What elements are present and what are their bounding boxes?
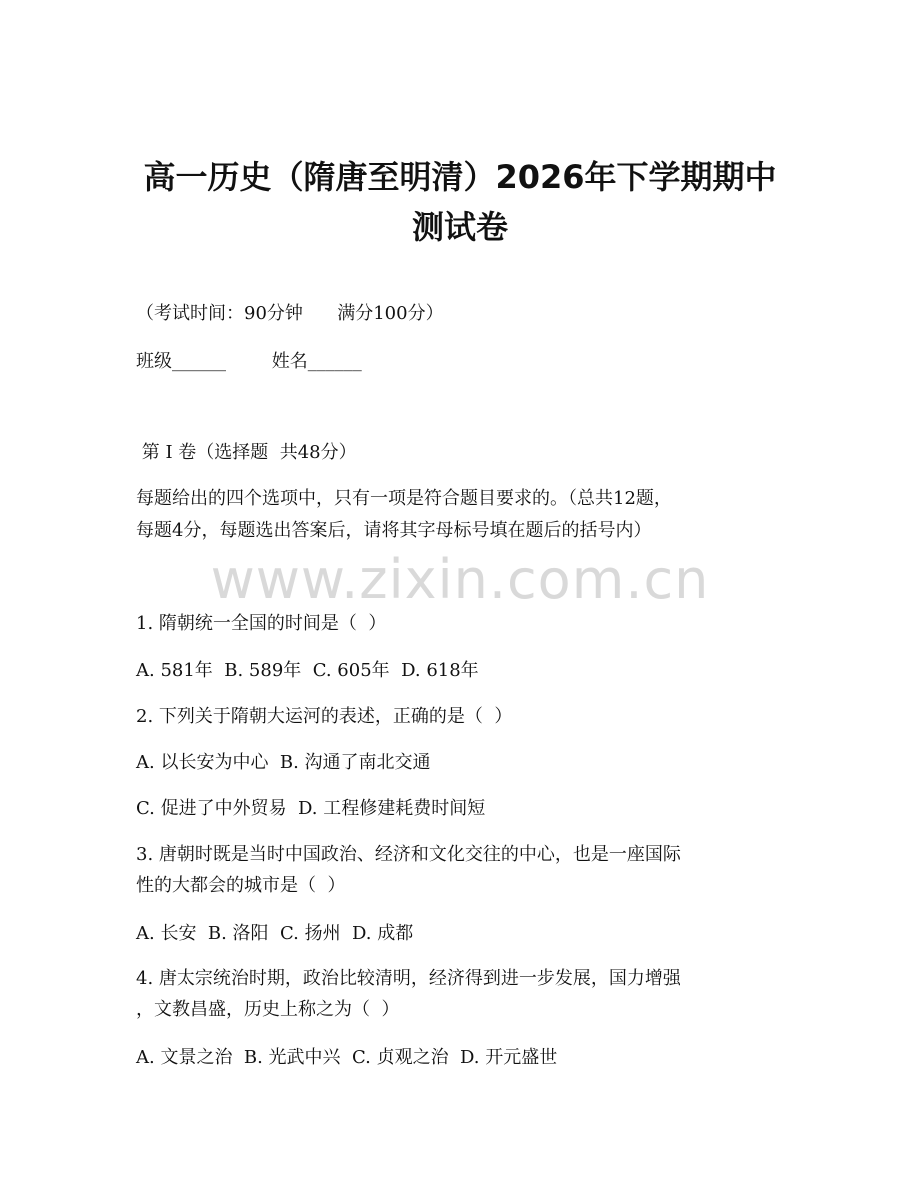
title-line-2: 测试卷 (411, 208, 508, 246)
question-stem: 2. 下列关于隋朝大运河的表述，正确的是（ ） (136, 706, 513, 727)
question-stem: 4. 唐太宗统治时期，政治比较清明，经济得到进一步发展，国力增强 (136, 968, 681, 989)
question-options: C. 促进了中外贸易 D. 工程修建耗费时间短 (136, 798, 486, 819)
question-stem: 1. 隋朝统一全国的时间是（ ） (136, 613, 387, 634)
question-stem: ，文教昌盛，历史上称之为（ ） (136, 999, 400, 1020)
section-heading: 第 I 卷（选择题 共48分） (136, 442, 357, 463)
question-stem: 3. 唐朝时既是当时中国政治、经济和文化交往的中心，也是一座国际 (136, 844, 681, 865)
watermark: www.zixin.com.cn (210, 548, 710, 611)
question-stem: 性的大都会的城市是（ ） (136, 875, 346, 896)
title-line-1: 高一历史（隋唐至明清）2026年下学期期中 (143, 158, 777, 196)
exam-info: （考试时间：90分钟 满分100分） (136, 303, 444, 324)
instructions-line-1: 每题给出的四个选项中，只有一项是符合题目要求的。（总共12题， (136, 488, 672, 509)
class-name-line: 班级______ 姓名______ (136, 351, 362, 372)
question-options: A. 长安 B. 洛阳 C. 扬州 D. 成都 (136, 923, 414, 944)
question-options: A. 以长安为中心 B. 沟通了南北交通 (136, 752, 431, 773)
question-options: A. 581年 B. 589年 C. 605年 D. 618年 (136, 660, 479, 681)
instructions-line-2: 每题4分，每题选出答案后，请将其字母标号填在题后的括号内） (136, 520, 652, 541)
question-options: A. 文景之治 B. 光武中兴 C. 贞观之治 D. 开元盛世 (136, 1047, 558, 1068)
